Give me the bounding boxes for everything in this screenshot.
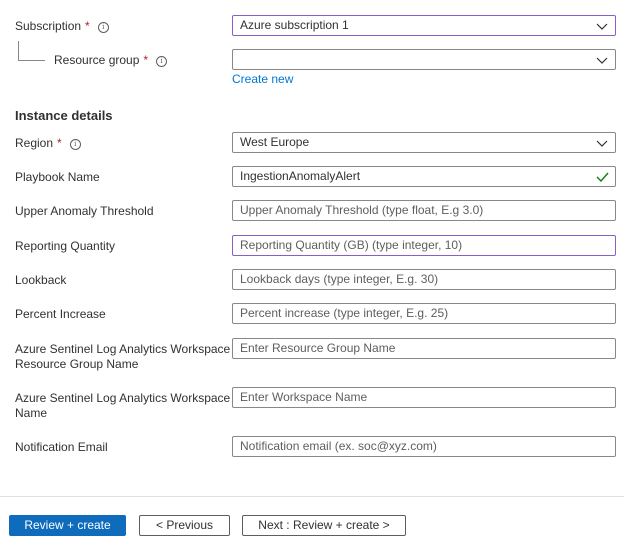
percent-increase-label: Percent Increase — [15, 307, 106, 321]
reporting-quantity-label: Reporting Quantity — [15, 239, 116, 253]
chevron-down-icon — [596, 137, 608, 149]
resource-group-label: Resource group — [54, 53, 140, 67]
reporting-quantity-input[interactable]: Reporting Quantity (GB) (type integer, 10) — [232, 235, 616, 256]
region-value: West Europe — [240, 135, 310, 149]
chevron-down-icon — [596, 54, 608, 66]
resource-group-label-row — [54, 53, 167, 68]
info-icon[interactable]: i — [70, 139, 81, 150]
next-review-create-button[interactable]: Next : Review + create > — [242, 515, 406, 536]
workspace-rg-label — [15, 342, 230, 372]
playbook-name-label: Playbook Name — [15, 170, 100, 184]
instance-details-heading: Instance details — [15, 108, 113, 123]
notification-email-input[interactable]: Notification email (ex. soc@xyz.com) — [232, 436, 616, 457]
lookback-input[interactable]: Lookback days (type integer, E.g. 30) — [232, 269, 616, 290]
upper-threshold-label: Upper Anomaly Threshold — [15, 204, 154, 218]
subscription-select[interactable] — [232, 15, 616, 36]
region-label-row — [15, 136, 81, 151]
tree-connector-horizontal — [18, 60, 45, 61]
playbook-name-value: IngestionAnomalyAlert — [240, 169, 361, 183]
subscription-label: Subscription — [15, 19, 82, 33]
subscription-value: Azure subscription 1 — [240, 18, 349, 32]
region-label: Region — [15, 136, 54, 150]
required-asterisk: * — [57, 136, 62, 150]
info-icon[interactable]: i — [98, 22, 109, 33]
upper-threshold-input[interactable]: Upper Anomaly Threshold (type float, E.g 3.0) — [232, 200, 616, 221]
workspace-name-input[interactable]: Enter Workspace Name — [232, 387, 616, 408]
review-create-button[interactable]: Review + create — [9, 515, 126, 536]
chevron-down-icon — [596, 20, 608, 32]
footer-divider — [0, 496, 624, 497]
workspace-rg-label-line2: Resource Group Name — [15, 357, 139, 371]
checkmark-icon — [596, 171, 609, 183]
required-asterisk: * — [143, 53, 149, 67]
playbook-name-input[interactable] — [232, 166, 616, 187]
workspace-rg-input[interactable]: Enter Resource Group Name — [232, 338, 616, 359]
region-select[interactable] — [232, 132, 616, 153]
subscription-label-row — [15, 19, 109, 34]
workspace-name-label-line2: Name — [15, 406, 48, 420]
notification-email-label: Notification Email — [15, 440, 108, 454]
create-new-link[interactable]: Create new — [232, 72, 294, 86]
workspace-name-label-line1: Azure Sentinel Log Analytics Workspace — [15, 391, 231, 405]
workspace-name-label — [15, 391, 230, 421]
required-asterisk: * — [85, 19, 90, 33]
lookback-label: Lookback — [15, 273, 67, 287]
resource-group-select[interactable] — [232, 49, 616, 70]
percent-increase-input[interactable]: Percent increase (type integer, E.g. 25) — [232, 303, 616, 324]
info-icon[interactable]: i — [156, 56, 167, 67]
tree-connector-vertical — [18, 41, 19, 60]
workspace-rg-label-line1: Azure Sentinel Log Analytics Workspace — [15, 342, 231, 356]
previous-button[interactable]: < Previous — [139, 515, 230, 536]
